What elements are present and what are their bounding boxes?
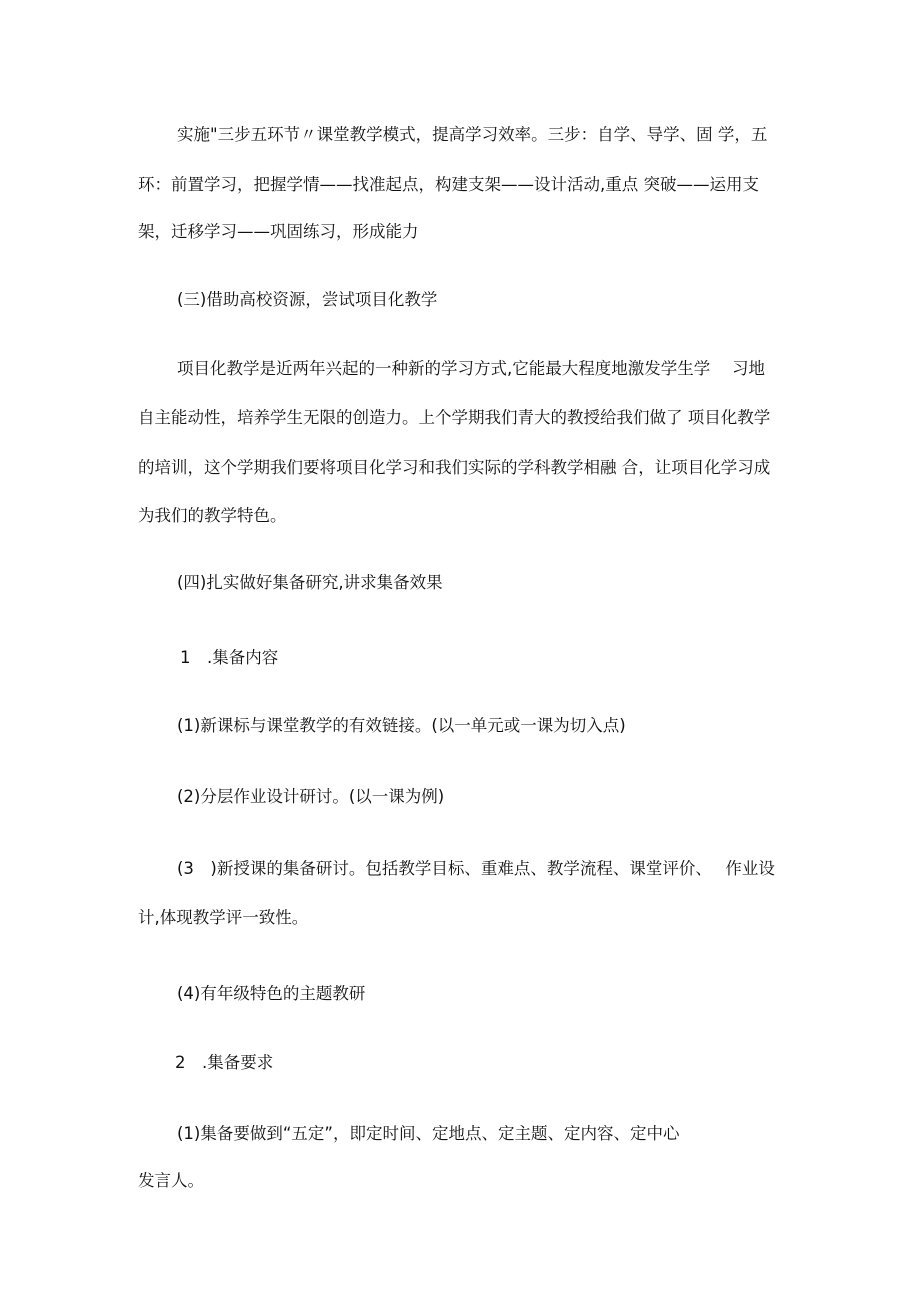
list-item-continuation: 计,体现教学评一致性。 [138, 908, 309, 927]
list-item: (3 )新授课的集备研讨。包括教学目标、重难点、教学流程、课堂评价、 作业设 [177, 859, 775, 878]
subsection-heading: 2 .集备要求 [175, 1053, 274, 1072]
paragraph-line: 的培训，这个学期我们要将项目化学习和我们实际的学科教学相融 合，让项目化学习成 [138, 458, 771, 477]
list-item-continuation: 发言人。 [138, 1171, 204, 1190]
list-item: (2)分层作业设计研讨。(以一课为例) [177, 787, 445, 806]
list-item: (1)新课标与课堂教学的有效链接。(以一单元或一课为切入点) [177, 716, 626, 735]
list-item: (1)集备要做到“五定”，即定时间、定地点、定主题、定内容、定中心 [177, 1124, 680, 1143]
paragraph-line: 自主能动性，培养学生无限的创造力。上个学期我们青大的教授给我们做了 项目化教学 [138, 408, 771, 427]
subsection-heading: 1 .集备内容 [180, 648, 279, 667]
paragraph-line: 实施"三步五环节〃课堂教学模式，提高学习效率。三步：自学、导学、固 学，五 [177, 125, 768, 144]
paragraph-line: 项目化教学是近两年兴起的一种新的学习方式,它能最大程度地激发学生学 习地 [177, 359, 765, 378]
paragraph-line: 环：前置学习，把握学情——找准起点，构建支架——设计活动,重点 突破——运用支 [138, 175, 759, 194]
section-heading: (三)借助高校资源，尝试项目化教学 [177, 290, 438, 309]
paragraph-line: 为我们的教学特色。 [138, 506, 287, 525]
paragraph-line: 架，迁移学习——巩固练习，形成能力 [138, 222, 419, 241]
list-item: (4)有年级特色的主题教研 [177, 984, 366, 1003]
section-heading: (四)扎实做好集备研究,讲求集备效果 [177, 573, 443, 592]
